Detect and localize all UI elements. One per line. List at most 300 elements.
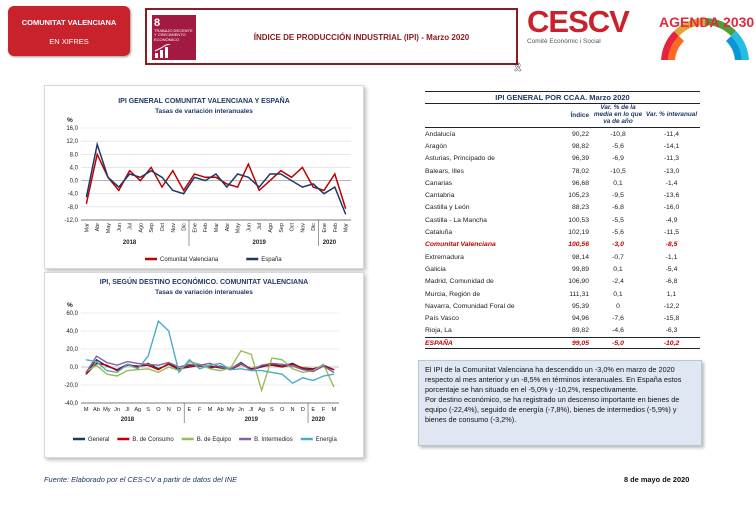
y-tick-label: 0,0 xyxy=(69,365,78,371)
y-unit-label: % xyxy=(67,117,73,124)
cescv-logo xyxy=(527,6,627,45)
data-point xyxy=(292,383,293,384)
chart2-title: IPI, SEGÚN DESTINO ECONÓMICO. COMUNITAT VALENCIANA xyxy=(99,279,309,286)
data-point xyxy=(324,190,325,191)
agenda-wheel-icon xyxy=(655,0,755,60)
data-point xyxy=(251,370,252,371)
row-indice: 99,89 xyxy=(571,265,589,273)
row-var-media: -5,0 xyxy=(612,339,624,347)
row-var-interanual: -11,3 xyxy=(664,155,679,163)
row-var-interanual: -4,9 xyxy=(665,216,678,224)
y-tick-label: 0,0 xyxy=(69,178,78,185)
row-indice: 99,05 xyxy=(571,339,589,347)
x-tick-label: O xyxy=(280,407,285,413)
x-tick-label: Dic xyxy=(181,223,188,231)
x-tick-label: Nov xyxy=(300,223,307,233)
col-indice: Índice xyxy=(570,112,589,119)
row-var-media: -3,0 xyxy=(612,241,624,249)
data-point xyxy=(117,372,118,373)
data-point xyxy=(86,372,87,373)
legend-label: B. Intermedios xyxy=(254,437,293,443)
col-mensual: Var. % de la media en lo que va de año xyxy=(593,104,643,125)
x-tick-label: Ago xyxy=(138,223,145,233)
note-p1: El IPI de la Comunitat Valenciana ha descendido un -3,0% en marzo de 2020 respecto al mes anterior y un -8,5% en términos interanuales. En España estos porcentaje se han situado en el -5,0% y -10,2%, respectivamente. xyxy=(425,365,682,394)
table-row xyxy=(425,153,700,165)
data-point xyxy=(302,367,303,368)
table-row xyxy=(425,312,700,324)
data-point xyxy=(251,354,252,355)
legend-label: España xyxy=(261,257,282,263)
y-tick-label: -8,0 xyxy=(67,204,78,211)
y-unit-label: % xyxy=(67,302,73,309)
row-var-media: -5,6 xyxy=(612,229,624,237)
x-tick-label: Oct xyxy=(160,223,166,232)
x-tick-label: Abr xyxy=(224,223,231,232)
data-point xyxy=(292,366,293,367)
data-point xyxy=(151,167,152,168)
data-point xyxy=(158,365,159,366)
row-indice: 111,31 xyxy=(569,290,589,298)
year-label: 2019 xyxy=(244,417,258,423)
data-point xyxy=(96,356,97,357)
data-point xyxy=(282,359,283,360)
legend-label: Comunitat Valenciana xyxy=(160,257,219,263)
x-tick-label: Nov xyxy=(170,223,177,233)
data-point xyxy=(137,368,138,369)
data-point xyxy=(199,365,200,366)
data-point xyxy=(183,190,184,191)
data-point xyxy=(172,170,173,171)
x-tick-label: Sep xyxy=(278,223,285,233)
data-point xyxy=(323,364,324,365)
data-point xyxy=(271,365,272,366)
chart1-plot xyxy=(45,116,363,268)
x-tick-label: Jun xyxy=(246,223,253,232)
legend-label: General xyxy=(88,437,110,443)
data-point xyxy=(261,390,262,391)
series-line xyxy=(86,144,345,214)
badge-line1: COMUNITAT VALENCIANA xyxy=(21,18,117,27)
data-point xyxy=(282,374,283,375)
data-point xyxy=(237,174,238,175)
data-point xyxy=(226,187,227,188)
x-tick-label: Mar xyxy=(84,223,91,233)
data-point xyxy=(140,177,141,178)
x-tick-label: Jul xyxy=(127,223,134,230)
data-point xyxy=(97,144,98,145)
data-point xyxy=(189,367,190,368)
row-name: Asturias, Principado de xyxy=(425,155,495,163)
row-name: Aragón xyxy=(425,142,447,150)
x-tick-label: E xyxy=(311,407,316,413)
data-point xyxy=(86,197,87,198)
x-tick-label: Ene xyxy=(322,223,328,233)
row-var-interanual: -14,1 xyxy=(663,142,680,150)
data-point xyxy=(172,190,173,191)
year-label: 2018 xyxy=(120,417,135,423)
publication-date: 8 de mayo de 2020 xyxy=(624,475,690,484)
data-point xyxy=(333,372,334,373)
row-indice: 105,23 xyxy=(568,192,589,200)
ccaa-table xyxy=(425,91,700,349)
data-point xyxy=(127,370,128,371)
x-tick-label: N xyxy=(166,407,171,413)
row-var-media: -5,6 xyxy=(612,142,624,150)
x-tick-label: Ene xyxy=(192,223,199,233)
row-name: Cataluña xyxy=(425,229,453,237)
data-point xyxy=(313,183,314,184)
data-point xyxy=(194,174,195,175)
agenda-text: AGENDA 2030 xyxy=(659,14,755,30)
legend-label: B. de Equipo xyxy=(196,437,232,443)
row-name: Galicia xyxy=(425,265,446,273)
data-point xyxy=(118,187,119,188)
row-var-media: -10,8 xyxy=(610,130,626,138)
x-tick-label: E xyxy=(187,407,192,413)
data-point xyxy=(282,367,283,368)
row-indice: 89,82 xyxy=(571,327,589,335)
row-var-interanual: -13,6 xyxy=(663,192,680,200)
data-point xyxy=(261,365,262,366)
chart1-title: IPI GENERAL COMUNITAT VALENCIANA Y ESPAÑA xyxy=(118,98,290,105)
row-var-interanual: -12,2 xyxy=(663,302,680,310)
data-point xyxy=(127,361,128,362)
data-point xyxy=(313,371,314,372)
data-point xyxy=(210,368,211,369)
year-label: 2020 xyxy=(311,417,326,423)
row-var-interanual: -13,0 xyxy=(663,167,680,175)
row-var-interanual: -11,5 xyxy=(664,229,679,237)
table-row xyxy=(425,189,700,201)
table-row xyxy=(425,337,700,349)
col-interanual: Var. % interanual xyxy=(645,111,698,119)
row-var-interanual: -16,0 xyxy=(663,204,680,212)
row-name: Comunitat Valenciana xyxy=(425,241,496,249)
x-tick-label: Feb xyxy=(203,223,210,233)
row-var-media: -2,4 xyxy=(612,278,624,286)
data-point xyxy=(96,365,97,366)
data-point xyxy=(210,365,211,366)
ribbon-icon: 🎗 xyxy=(512,62,524,72)
x-tick-label: Abr xyxy=(95,223,102,232)
sdg-8-logo xyxy=(152,15,196,60)
data-point xyxy=(302,372,303,373)
row-name: Murcia, Región de xyxy=(425,290,481,298)
y-tick-label: 4,0 xyxy=(69,165,78,172)
x-tick-label: Dic xyxy=(311,223,318,231)
x-tick-label: Jl xyxy=(125,407,130,413)
row-name: Cantabria xyxy=(425,192,455,200)
year-label: 2019 xyxy=(252,240,266,246)
row-name: Extremadura xyxy=(425,253,464,261)
x-tick-label: My xyxy=(103,407,111,413)
row-var-media: -7,6 xyxy=(612,315,624,323)
summary-note xyxy=(418,360,702,446)
row-var-interanual: -1,4 xyxy=(665,179,678,187)
x-tick-label: F xyxy=(197,407,202,413)
table-row xyxy=(425,226,700,238)
y-tick-label: 12,0 xyxy=(66,139,78,146)
table-row xyxy=(425,214,700,226)
data-point xyxy=(129,170,130,171)
sdg-number: 8 xyxy=(154,17,161,29)
data-point xyxy=(323,376,324,377)
x-tick-label: May xyxy=(106,223,112,234)
row-indice: 96,39 xyxy=(571,155,589,163)
chart-ipi-destino xyxy=(44,272,364,458)
data-point xyxy=(248,177,249,178)
data-point xyxy=(220,367,221,368)
x-tick-label: N xyxy=(290,407,295,413)
table-header xyxy=(425,104,700,128)
data-point xyxy=(323,366,324,367)
data-point xyxy=(302,369,303,370)
row-indice: 100,56 xyxy=(568,241,589,249)
data-point xyxy=(86,359,87,360)
data-point xyxy=(118,190,119,191)
table-body xyxy=(425,128,700,349)
data-point xyxy=(97,154,98,155)
data-point xyxy=(148,368,149,369)
page-title: ÍNDICE DE PRODUCCIÓN INDUSTRIAL (IPI) - Marzo 2020 xyxy=(253,33,470,42)
data-point xyxy=(168,362,169,363)
x-tick-label: Jn xyxy=(114,407,121,413)
note-p2: Por destino económico, se ha registrado un descenso importante en bienes de equipo (-22,4%), seguido de energía (-7,8%), bienes de intermedios (-5,9%) y bienes de consumo (-3,2%). xyxy=(425,395,680,424)
row-var-media: -6,9 xyxy=(612,155,624,163)
title-box xyxy=(145,8,518,65)
x-tick-label: Mar xyxy=(214,223,220,233)
table-row xyxy=(425,202,700,214)
data-point xyxy=(292,364,293,365)
y-tick-label: -12,0 xyxy=(64,218,78,224)
data-point xyxy=(282,364,283,365)
data-point xyxy=(334,187,335,188)
table-row xyxy=(425,128,700,140)
data-point xyxy=(220,370,221,371)
row-indice: 94,96 xyxy=(571,315,589,323)
x-tick-label: Jl xyxy=(249,407,254,413)
x-tick-label: Mar xyxy=(343,223,350,233)
chart2-plot xyxy=(45,297,363,457)
data-point xyxy=(151,170,152,171)
y-tick-label: 8,0 xyxy=(69,152,78,159)
x-tick-label: F xyxy=(321,407,326,413)
row-indice: 98,82 xyxy=(571,142,589,150)
row-var-interanual: -6,3 xyxy=(665,327,678,335)
data-point xyxy=(271,363,272,364)
row-var-media: -6,8 xyxy=(612,204,624,212)
data-point xyxy=(205,180,206,181)
x-tick-label: O xyxy=(156,407,161,413)
x-tick-label: S xyxy=(146,407,150,413)
chart2-subtitle: Tasas de variación interanuales xyxy=(155,289,253,296)
x-tick-label: Sep xyxy=(149,223,156,233)
row-indice: 78,02 xyxy=(571,167,589,175)
y-tick-label: -4,0 xyxy=(67,191,78,198)
data-point xyxy=(240,363,241,364)
table-row xyxy=(425,239,700,251)
x-tick-label: M xyxy=(207,407,213,413)
data-point xyxy=(261,370,262,371)
series-line xyxy=(86,154,345,208)
data-point xyxy=(129,174,130,175)
table-row xyxy=(425,325,700,337)
source-footer: Fuente: Elaborado por el CES-CV a partir de datos del INE xyxy=(44,475,238,484)
data-point xyxy=(302,167,303,168)
legend-label: Energía xyxy=(315,437,337,443)
data-point xyxy=(210,363,211,364)
data-point xyxy=(96,359,97,360)
legend-label: B. de Consumo xyxy=(132,437,174,443)
series-line xyxy=(86,351,334,391)
data-point xyxy=(106,365,107,366)
x-tick-label: D xyxy=(177,407,182,413)
row-indice: 96,68 xyxy=(571,179,589,187)
row-var-interanual: -1,1 xyxy=(665,253,678,261)
data-point xyxy=(148,364,149,365)
data-point xyxy=(237,187,238,188)
data-point xyxy=(220,363,221,364)
row-var-interanual: -8,5 xyxy=(665,241,678,249)
row-var-interanual: -10,2 xyxy=(663,339,680,347)
row-indice: 100,53 xyxy=(568,216,589,224)
data-point xyxy=(117,376,118,377)
data-point xyxy=(216,177,217,178)
row-var-interanual: 1,1 xyxy=(666,290,677,298)
row-var-interanual: -5,4 xyxy=(665,265,678,273)
row-indice: 88,23 xyxy=(571,204,589,212)
x-tick-label: May xyxy=(235,223,242,234)
data-point xyxy=(106,374,107,375)
data-point xyxy=(106,370,107,371)
x-tick-label: Feb xyxy=(332,223,339,233)
row-name: Madrid, Comunidad de xyxy=(425,278,494,286)
y-tick-label: 60,0 xyxy=(66,311,78,317)
row-indice: 98,14 xyxy=(571,253,589,261)
x-tick-label: Jul xyxy=(257,223,264,230)
row-var-media: -10,5 xyxy=(610,167,626,175)
x-tick-label: Jun xyxy=(116,223,123,232)
row-name: ESPAÑA xyxy=(425,339,453,347)
data-point xyxy=(162,187,163,188)
region-badge xyxy=(8,6,130,56)
data-point xyxy=(291,180,292,181)
data-point xyxy=(271,358,272,359)
cescv-subtitle: Comitè Econòmic i Social xyxy=(527,38,601,45)
data-point xyxy=(96,363,97,364)
sdg-text: TRABAJO DECENTE Y CRECIMIENTO ECONÓMICO xyxy=(154,28,193,42)
growth-chart-icon xyxy=(154,44,174,58)
cescv-logo-text: CESCV xyxy=(527,4,629,39)
data-point xyxy=(194,177,195,178)
data-point xyxy=(226,183,227,184)
row-var-interanual: -6,8 xyxy=(665,278,678,286)
x-tick-label: D xyxy=(300,407,305,413)
row-var-interanual: -15,8 xyxy=(663,315,680,323)
x-tick-label: Ab xyxy=(93,407,100,413)
agenda-2030-logo xyxy=(655,0,755,60)
x-tick-label: Ago xyxy=(268,223,274,233)
y-tick-label: 20,0 xyxy=(66,347,78,353)
data-point xyxy=(270,180,271,181)
data-point xyxy=(137,366,138,367)
y-tick-label: 40,0 xyxy=(66,329,78,335)
data-point xyxy=(148,356,149,357)
row-var-media: -9,5 xyxy=(612,192,624,200)
row-var-interanual: -11,4 xyxy=(664,130,679,138)
x-tick-label: Ag xyxy=(134,407,142,413)
row-name: Navarra, Comunidad Foral de xyxy=(425,302,515,310)
table-row xyxy=(425,288,700,300)
data-point xyxy=(168,331,169,332)
badge-line2: EN XIFRES xyxy=(49,37,89,46)
chart1-subtitle: Tasas de variación interanuales xyxy=(155,108,253,115)
row-var-media: -5,5 xyxy=(612,216,624,224)
data-point xyxy=(183,193,184,194)
row-name: Castilla - La Mancha xyxy=(425,216,487,224)
x-tick-label: M xyxy=(83,407,89,413)
data-point xyxy=(324,193,325,194)
x-tick-label: Ag xyxy=(258,407,266,413)
table-row xyxy=(425,251,700,263)
row-indice: 102,19 xyxy=(568,229,589,237)
data-point xyxy=(240,350,241,351)
x-tick-label: M xyxy=(331,407,337,413)
data-point xyxy=(179,372,180,373)
data-point xyxy=(313,368,314,369)
data-point xyxy=(313,380,314,381)
data-point xyxy=(259,190,260,191)
data-point xyxy=(302,377,303,378)
data-point xyxy=(106,362,107,363)
row-var-media: -0,7 xyxy=(612,253,624,261)
row-var-media: 0,1 xyxy=(613,290,623,298)
data-point xyxy=(140,180,141,181)
y-tick-label: -20,0 xyxy=(64,383,78,389)
row-var-media: 0,1 xyxy=(613,179,623,187)
data-point xyxy=(345,208,346,209)
data-point xyxy=(334,174,335,175)
x-tick-label: Ab xyxy=(216,407,224,413)
y-tick-label: -40,0 xyxy=(64,401,78,407)
data-point xyxy=(248,164,249,165)
x-tick-label: Oct xyxy=(289,223,296,232)
row-name: Canarias xyxy=(425,179,453,187)
data-point xyxy=(127,364,128,365)
data-point xyxy=(333,386,334,387)
row-var-media: 0 xyxy=(616,302,620,310)
chart-ipi-general xyxy=(44,85,364,269)
table-row xyxy=(425,140,700,152)
data-point xyxy=(189,364,190,365)
data-point xyxy=(137,363,138,364)
data-point xyxy=(230,369,231,370)
table-row xyxy=(425,165,700,177)
data-point xyxy=(270,174,271,175)
x-tick-label: Jn xyxy=(237,407,244,413)
data-point xyxy=(199,368,200,369)
data-point xyxy=(205,177,206,178)
data-point xyxy=(271,372,272,373)
x-tick-label: S xyxy=(270,407,274,413)
series-line xyxy=(86,321,334,383)
data-point xyxy=(189,359,190,360)
data-point xyxy=(117,370,118,371)
data-point xyxy=(333,374,334,375)
year-label: 2020 xyxy=(322,240,337,246)
table-row xyxy=(425,263,700,275)
data-point xyxy=(117,365,118,366)
